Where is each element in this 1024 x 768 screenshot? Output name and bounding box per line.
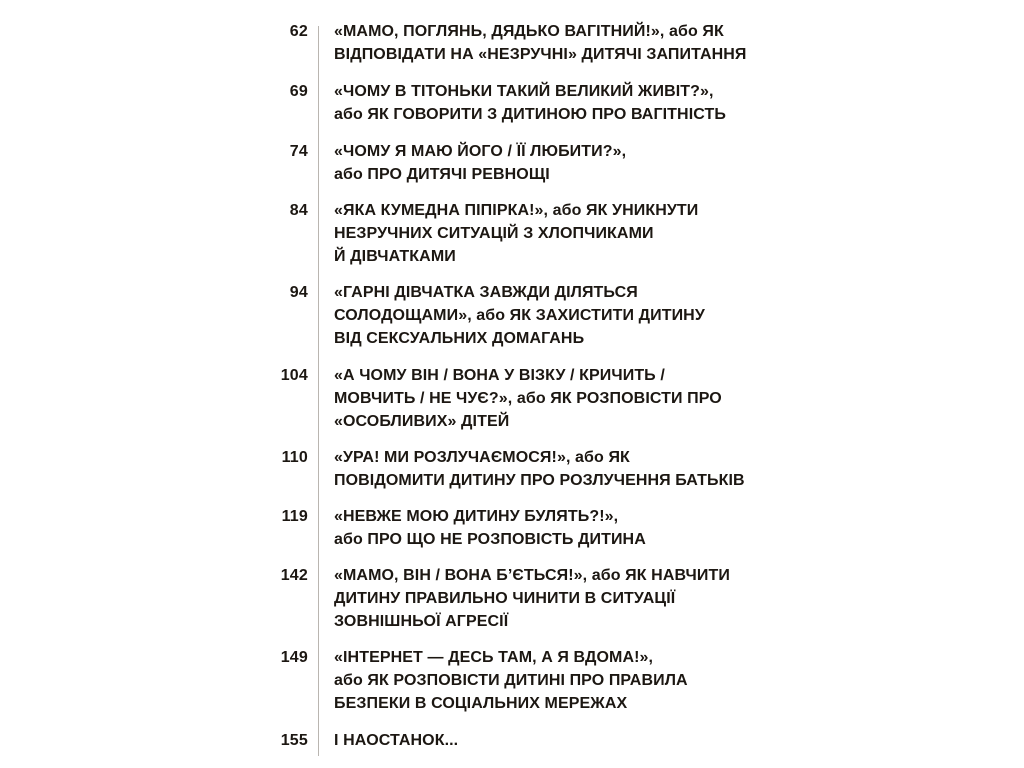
- entry-title-line: або ЯК РОЗПОВІСТИ ДИТИНІ ПРО ПРАВИЛА: [334, 672, 688, 689]
- entry-title-line: НЕЗРУЧНИХ СИТУАЦІЙ З ХЛОПЧИКАМИ: [334, 225, 654, 242]
- page-number: 110: [281, 449, 308, 466]
- entry-title: [334, 140, 794, 186]
- entry-title-line: «ЧОМУ Я МАЮ ЙОГО / ЇЇ ЛЮБИТИ?»,: [334, 143, 627, 160]
- entry-title-line: СОЛОДОЩАМИ», або ЯК ЗАХИСТИТИ ДИТИНУ: [334, 307, 705, 324]
- entry-title-line: ДИТИНУ ПРАВИЛЬНО ЧИНИТИ В СИТУАЦІЇ: [334, 590, 676, 607]
- page-number: 142: [280, 567, 308, 584]
- page-number: 62: [289, 23, 308, 40]
- entry-title-line: «А ЧОМУ ВІН / ВОНА У ВІЗКУ / КРИЧИТЬ /: [334, 367, 665, 384]
- vertical-divider: [318, 26, 319, 756]
- entry-title: [334, 20, 794, 66]
- entry-title-line: «УРА! МИ РОЗЛУЧАЄМОСЯ!», або ЯК: [334, 449, 630, 466]
- page-number: 119: [281, 508, 308, 525]
- entry-title-line: МОВЧИТЬ / НЕ ЧУЄ?», або ЯК РОЗПОВІСТИ ПРО: [334, 390, 722, 407]
- entry-title: [334, 364, 794, 433]
- page-number: 104: [280, 367, 308, 384]
- page-number: 155: [280, 732, 308, 749]
- entry-title: [334, 80, 794, 126]
- entry-title: [334, 564, 794, 633]
- entry-title-line: Й ДІВЧАТКАМИ: [334, 248, 456, 265]
- entry-title-line: ВІД СЕКСУАЛЬНИХ ДОМАГАНЬ: [334, 330, 585, 347]
- entry-title-line: «НЕВЖЕ МОЮ ДИТИНУ БУЛЯТЬ?!»,: [334, 508, 619, 525]
- entry-title: [334, 505, 794, 551]
- entry-title-line: І НАОСТАНОК...: [334, 732, 459, 749]
- entry-title-line: БЕЗПЕКИ В СОЦІАЛЬНИХ МЕРЕЖАХ: [334, 695, 628, 712]
- entry-title: [334, 646, 794, 715]
- entry-title-line: «ЯКА КУМЕДНА ПІПІРКА!», або ЯК УНИКНУТИ: [334, 202, 699, 219]
- entry-title-line: «ІНТЕРНЕТ — ДЕСЬ ТАМ, А Я ВДОМА!»,: [334, 649, 654, 666]
- page-number: 94: [289, 284, 308, 301]
- entry-title-line: «МАМО, ПОГЛЯНЬ, ДЯДЬКО ВАГІТНИЙ!», або ЯК: [334, 23, 724, 40]
- entry-title: [334, 446, 794, 492]
- entry-title-line: або ПРО ДИТЯЧІ РЕВНОЩІ: [334, 166, 550, 183]
- entry-title-line: «ГАРНІ ДІВЧАТКА ЗАВЖДИ ДІЛЯТЬСЯ: [334, 284, 638, 301]
- entry-title-line: «ЧОМУ В ТІТОНЬКИ ТАКИЙ ВЕЛИКИЙ ЖИВІТ?»,: [334, 83, 714, 100]
- entry-title-line: ПОВІДОМИТИ ДИТИНУ ПРО РОЗЛУЧЕННЯ БАТЬКІВ: [334, 472, 745, 489]
- page-number: 149: [280, 649, 308, 666]
- entry-title-line: ЗОВНІШНЬОЇ АГРЕСІЇ: [334, 613, 509, 630]
- entry-title: [334, 199, 794, 268]
- entry-title-line: «ОСОБЛИВИХ» ДІТЕЙ: [334, 413, 510, 430]
- entry-title-line: або ЯК ГОВОРИТИ З ДИТИНОЮ ПРО ВАГІТНІСТЬ: [334, 106, 726, 123]
- page-number: 84: [289, 202, 308, 219]
- entry-title-line: «МАМО, ВІН / ВОНА Б’ЄТЬСЯ!», або ЯК НАВЧИТИ: [334, 567, 730, 584]
- entry-title: [334, 729, 794, 752]
- page-number: 74: [289, 143, 308, 160]
- page-number: 69: [289, 83, 308, 100]
- entry-title-line: або ПРО ЩО НЕ РОЗПОВІСТЬ ДИТИНА: [334, 531, 646, 548]
- entry-title: [334, 281, 794, 350]
- entry-title-line: ВІДПОВІДАТИ НА «НЕЗРУЧНІ» ДИТЯЧІ ЗАПИТАННЯ: [334, 46, 747, 63]
